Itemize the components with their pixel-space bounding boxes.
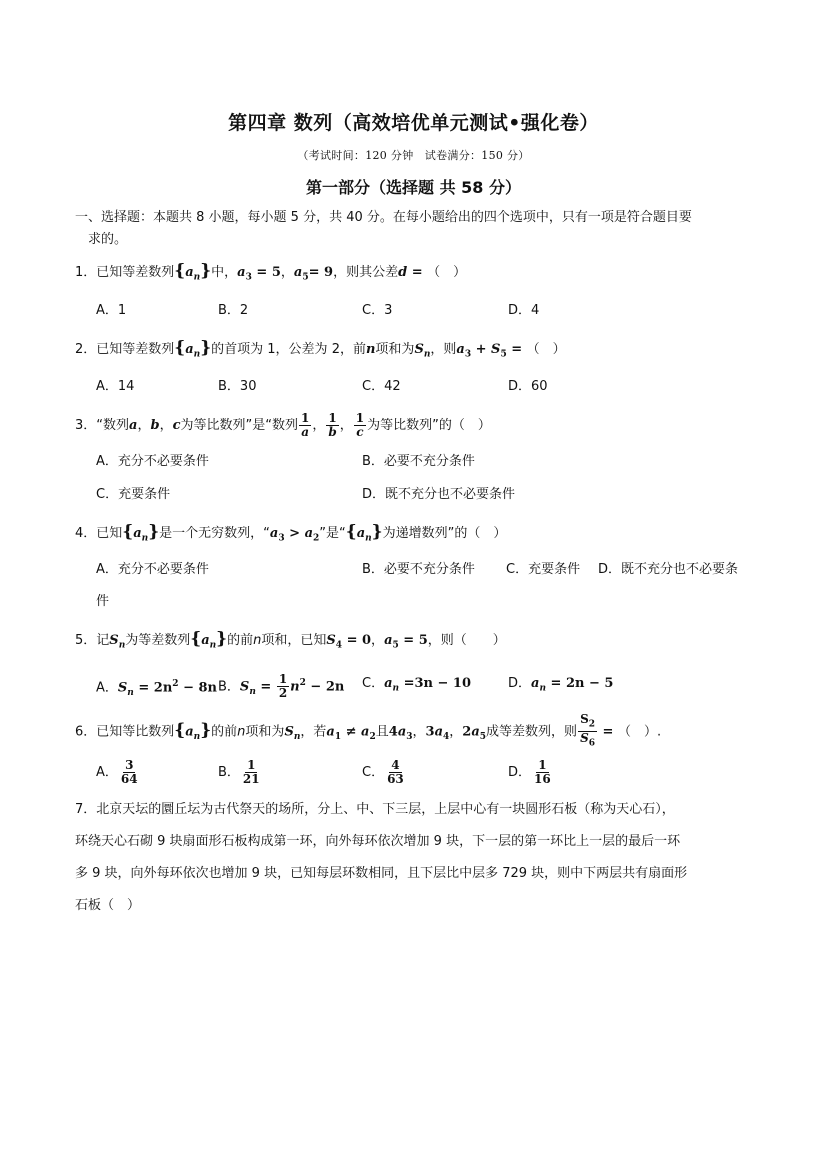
brace-left: { (174, 338, 186, 358)
math-expression: =3n − 10 (399, 676, 472, 691)
math-subscript: 5 (302, 272, 309, 283)
math-symbol: a (269, 526, 279, 541)
math-subscript: 3 (464, 349, 472, 360)
option-label: A． (96, 765, 118, 780)
fraction-numerator (578, 713, 597, 732)
math-subscript: 2 (588, 719, 595, 730)
punctuation: ， (280, 265, 294, 280)
brace-left: { (122, 522, 134, 542)
math-subscript: n (118, 640, 126, 651)
math-symbol: a (293, 265, 303, 280)
math-subscript: n (193, 272, 201, 283)
question-7-line-2: 环绕天心石砌 9 块扇面形石板构成第一环，向外每环依次增加 9 块，下一层的第一环比上一层的最后一环 (75, 834, 681, 849)
fraction-denominator: 64 (120, 772, 138, 786)
q6-option-c[interactable] (362, 757, 407, 789)
question-1 (75, 262, 466, 287)
question-text: ，则 (430, 342, 457, 357)
brace-right: } (200, 338, 212, 358)
math-subscript: n (293, 731, 301, 742)
brace-right: } (148, 522, 160, 542)
fraction-numerator: 1 (355, 411, 365, 425)
q2-option-d[interactable]: D．60 (508, 379, 548, 394)
math-superscript: 2 (299, 678, 306, 688)
math-subscript: 3 (278, 533, 285, 544)
q3-option-d[interactable]: D．既不充分也不必要条件 (362, 487, 516, 502)
option-label: B． (218, 765, 240, 780)
math-symbol: a (471, 724, 480, 740)
math-subscript: 5 (479, 731, 487, 742)
question-2 (75, 339, 566, 364)
fraction-one-half (277, 673, 289, 700)
option-label: B． (218, 679, 240, 695)
q6-option-d[interactable] (508, 757, 554, 789)
instructions-line-1: 一、选择题：本题共 8 小题，每小题 5 分，共 40 分。在每小题给出的四个选项中，只有一项是符合题目要 (75, 210, 692, 225)
math-subscript: n (392, 683, 400, 694)
question-text: 中， (211, 265, 238, 280)
exam-info: （考试时间：120 分钟 试卷满分：150 分） (297, 149, 530, 162)
q3-option-b[interactable]: B．必要不充分条件 (362, 454, 475, 469)
punctuation: ， (312, 418, 326, 433)
math-symbol: S (109, 633, 119, 648)
question-text: 已知等差数列 (96, 265, 175, 280)
fraction-s2-over-s6 (578, 713, 597, 751)
punctuation: ， (339, 418, 353, 433)
question-text: 为等比数列”的（ ） (367, 418, 491, 433)
math-symbol: a (384, 633, 393, 648)
question-text: 已知等比数列 (96, 724, 175, 740)
q2-option-b[interactable]: B．30 (218, 379, 257, 394)
punctuation: ， (412, 724, 426, 740)
math-symbol: S (326, 633, 336, 648)
fraction-numerator: 1 (278, 672, 288, 687)
question-text: （ ） (526, 342, 566, 357)
math-symbol: a (133, 526, 142, 541)
section-heading: 第一部分（选择题 共 58 分） (306, 178, 521, 197)
math-symbol: a (129, 418, 138, 433)
math-subscript: 3 (245, 272, 252, 283)
question-text: 为等比数列”是“数列 (180, 418, 298, 433)
question-text: 项和为 (245, 724, 285, 740)
fraction-denominator: a (301, 425, 310, 439)
fraction-numerator: 1 (328, 411, 337, 425)
q4-option-d-wrap: 件 (96, 594, 110, 609)
math-symbol: a (185, 724, 194, 740)
option-label: D． (508, 765, 532, 780)
question-3 (75, 412, 491, 439)
question-number: 1． (75, 265, 97, 280)
q5-option-d[interactable] (508, 675, 613, 698)
math-symbol: a (356, 526, 366, 541)
brace-right: } (371, 522, 383, 542)
question-text: 项和为 (375, 342, 415, 357)
math-operator: > (284, 526, 305, 541)
math-expression: − 2n (305, 679, 345, 695)
math-expression: = 2n − 5 (546, 676, 614, 691)
math-operator: ≠ (341, 724, 362, 740)
math-symbol: S (491, 342, 501, 357)
question-text: 已知 (96, 526, 123, 541)
q5-option-c[interactable] (362, 675, 471, 698)
q3-option-a[interactable]: A．充分不必要条件 (96, 454, 209, 469)
option-label: C． (362, 676, 385, 691)
fraction-numerator: 1 (538, 758, 547, 772)
q4-option-a[interactable]: A．充分不必要条件 (96, 562, 209, 577)
fraction-denominator: 2 (278, 686, 288, 701)
math-symbol: a (326, 724, 335, 740)
question-text: （ ）. (617, 724, 662, 740)
question-number: 6． (75, 724, 97, 740)
math-operator: = (255, 679, 276, 695)
instructions-line-2: 求的。 (88, 232, 128, 247)
math-subscript: 5 (392, 640, 399, 651)
fraction-numerator: 4 (391, 758, 400, 772)
fraction-1-over-c (354, 412, 366, 439)
math-symbol: a (201, 633, 210, 648)
question-text: “数列 (96, 418, 130, 433)
question-text: 的首项为 1，公差为 2，前 (211, 342, 366, 357)
fraction-denominator: 21 (242, 772, 260, 786)
math-symbol: S (580, 731, 589, 746)
math-operator: + (471, 342, 492, 357)
math-coefficient: 4 (388, 724, 398, 740)
question-text: 且 (375, 724, 389, 740)
question-4 (75, 523, 506, 548)
math-symbol: S (284, 724, 294, 740)
punctuation: ， (371, 633, 385, 648)
brace-left: { (345, 522, 357, 542)
option-label: A． (96, 680, 118, 696)
fraction-numerator: 1 (301, 411, 310, 425)
fraction-denominator: c (356, 425, 364, 439)
math-symbol: n (290, 679, 300, 695)
question-5 (75, 630, 506, 655)
question-text: 成等差数列，则 (486, 724, 578, 740)
math-expression: = (407, 265, 428, 280)
question-text: 为等差数列 (125, 633, 191, 648)
q5-option-b[interactable] (218, 668, 344, 707)
fraction-denominator: 63 (387, 772, 404, 786)
math-expression: − 8n (178, 680, 218, 696)
math-symbol: n (365, 342, 376, 357)
fraction-4-over-63 (385, 759, 406, 786)
math-expression: = 5 (251, 265, 281, 280)
math-subscript: n (127, 687, 134, 698)
math-subscript: 4 (443, 731, 450, 742)
q5-option-a[interactable] (96, 675, 217, 702)
punctuation: ， (159, 418, 173, 433)
brace-right: } (200, 261, 212, 281)
question-text: （ ） (427, 265, 467, 280)
math-subscript: n (423, 349, 431, 360)
math-symbol: a (185, 342, 194, 357)
punctuation: ， (449, 724, 463, 740)
question-7-line-4: 石板（ ） (75, 898, 141, 913)
fraction-denominator: 16 (534, 772, 551, 786)
question-number: 5． (75, 633, 97, 648)
fraction-1-over-a (299, 412, 311, 439)
math-symbol: a (185, 265, 194, 280)
question-text: ，则（ ） (427, 633, 506, 648)
question-text: ，若 (300, 724, 327, 740)
question-text: 记 (96, 633, 110, 648)
brace-right: } (200, 720, 212, 741)
math-symbol: a (237, 265, 246, 280)
question-text: 是一个无穷数列，“ (159, 526, 270, 541)
page-title: 第四章 数列（高效培优单元测试•强化卷） (228, 112, 599, 134)
q1-option-b[interactable]: B．2 (218, 303, 249, 318)
question-text: 的前 (227, 633, 254, 648)
math-subscript: n (539, 683, 546, 694)
math-subscript: 2 (369, 731, 376, 742)
math-symbol: n (237, 724, 246, 740)
question-6 (75, 713, 661, 752)
question-text: 已知等差数列 (96, 342, 175, 357)
question-text: ”是“ (319, 526, 346, 541)
fraction-1-over-21 (241, 759, 262, 786)
math-coefficient: 2 (462, 724, 472, 740)
option-label: C． (362, 765, 385, 780)
math-subscript: n (249, 686, 256, 697)
fraction-denominator: b (328, 425, 337, 439)
q4-option-d[interactable]: D．既不充分也不必要条 (598, 562, 739, 577)
q6-option-a[interactable] (96, 757, 141, 789)
math-symbol: a (384, 676, 393, 691)
math-symbol: S (239, 679, 250, 695)
question-text: 项和，已知 (261, 633, 327, 648)
math-symbol: a (434, 724, 444, 740)
brace-left: { (174, 261, 186, 281)
question-number: 4． (75, 526, 97, 541)
brace-right: } (216, 629, 228, 649)
math-expression: = 5 (398, 633, 428, 648)
question-7-line-3: 多 9 块，向外每环依次也增加 9 块，已知每层环数相同，且下层比中层多 729 块，则中下两层共有扇面形 (75, 866, 688, 881)
option-label: D． (508, 676, 532, 691)
math-subscript: n (141, 533, 149, 544)
q4-option-c[interactable]: C．充要条件 (506, 562, 581, 577)
question-text: 的前 (211, 724, 238, 740)
math-subscript: 3 (406, 731, 413, 742)
math-subscript: 4 (335, 640, 343, 651)
math-symbol: a (361, 724, 370, 740)
math-subscript: 5 (500, 349, 507, 360)
math-symbol: S (580, 712, 589, 726)
math-symbol: a (397, 724, 407, 740)
question-number: 3． (75, 418, 97, 433)
q1-option-d[interactable]: D．4 (508, 303, 540, 318)
math-operator: = (598, 724, 618, 740)
math-symbol: S (117, 680, 128, 696)
math-symbol: b (150, 418, 160, 433)
math-expression: = 2n (133, 680, 173, 696)
q2-option-a[interactable]: A．14 (96, 379, 135, 394)
math-subscript: 6 (588, 738, 595, 749)
question-text: ，则其公差 (333, 265, 399, 280)
fraction-1-over-16 (532, 759, 553, 786)
math-subscript: n (193, 349, 201, 360)
q1-option-a[interactable]: A．1 (96, 303, 127, 318)
math-symbol: a (531, 676, 540, 691)
fraction-3-over-64 (119, 759, 140, 786)
math-subscript: n (209, 640, 217, 651)
q6-option-b[interactable] (218, 757, 263, 789)
math-subscript: 2 (313, 533, 320, 544)
math-subscript: 1 (334, 731, 342, 742)
math-symbol: n (253, 633, 262, 648)
q3-option-c[interactable]: C．充要条件 (96, 487, 171, 502)
math-superscript: 2 (172, 679, 179, 689)
question-number: 2． (75, 342, 97, 357)
brace-left: { (174, 720, 186, 741)
math-symbol: a (304, 526, 313, 541)
fraction-denominator (578, 732, 597, 750)
math-expression: = 0 (342, 633, 372, 648)
q4-option-b[interactable]: B．必要不充分条件 (362, 562, 475, 577)
math-coefficient: 3 (425, 724, 435, 740)
question-7-line-1: 7．北京天坛的圜丘坛为古代祭天的场所，分上、中、下三层，上层中心有一块圆形石板（称为天心石）， (75, 802, 675, 817)
math-symbol: c (172, 418, 181, 433)
math-symbol: S (414, 342, 424, 357)
math-expression: = 9 (308, 265, 334, 280)
q2-option-c[interactable]: C．42 (362, 379, 401, 394)
fraction-numerator: 1 (247, 758, 256, 772)
brace-left: { (190, 629, 202, 649)
fraction-numerator: 3 (125, 758, 134, 772)
math-subscript: n (193, 731, 201, 742)
punctuation: ， (137, 418, 151, 433)
math-symbol: d (398, 265, 408, 280)
math-symbol: a (456, 342, 465, 357)
question-text: 为递增数列”的（ ） (382, 526, 507, 541)
q1-option-c[interactable]: C．3 (362, 303, 393, 318)
fraction-1-over-b (326, 412, 338, 439)
math-operator: = (506, 342, 527, 357)
math-subscript: n (365, 533, 372, 544)
